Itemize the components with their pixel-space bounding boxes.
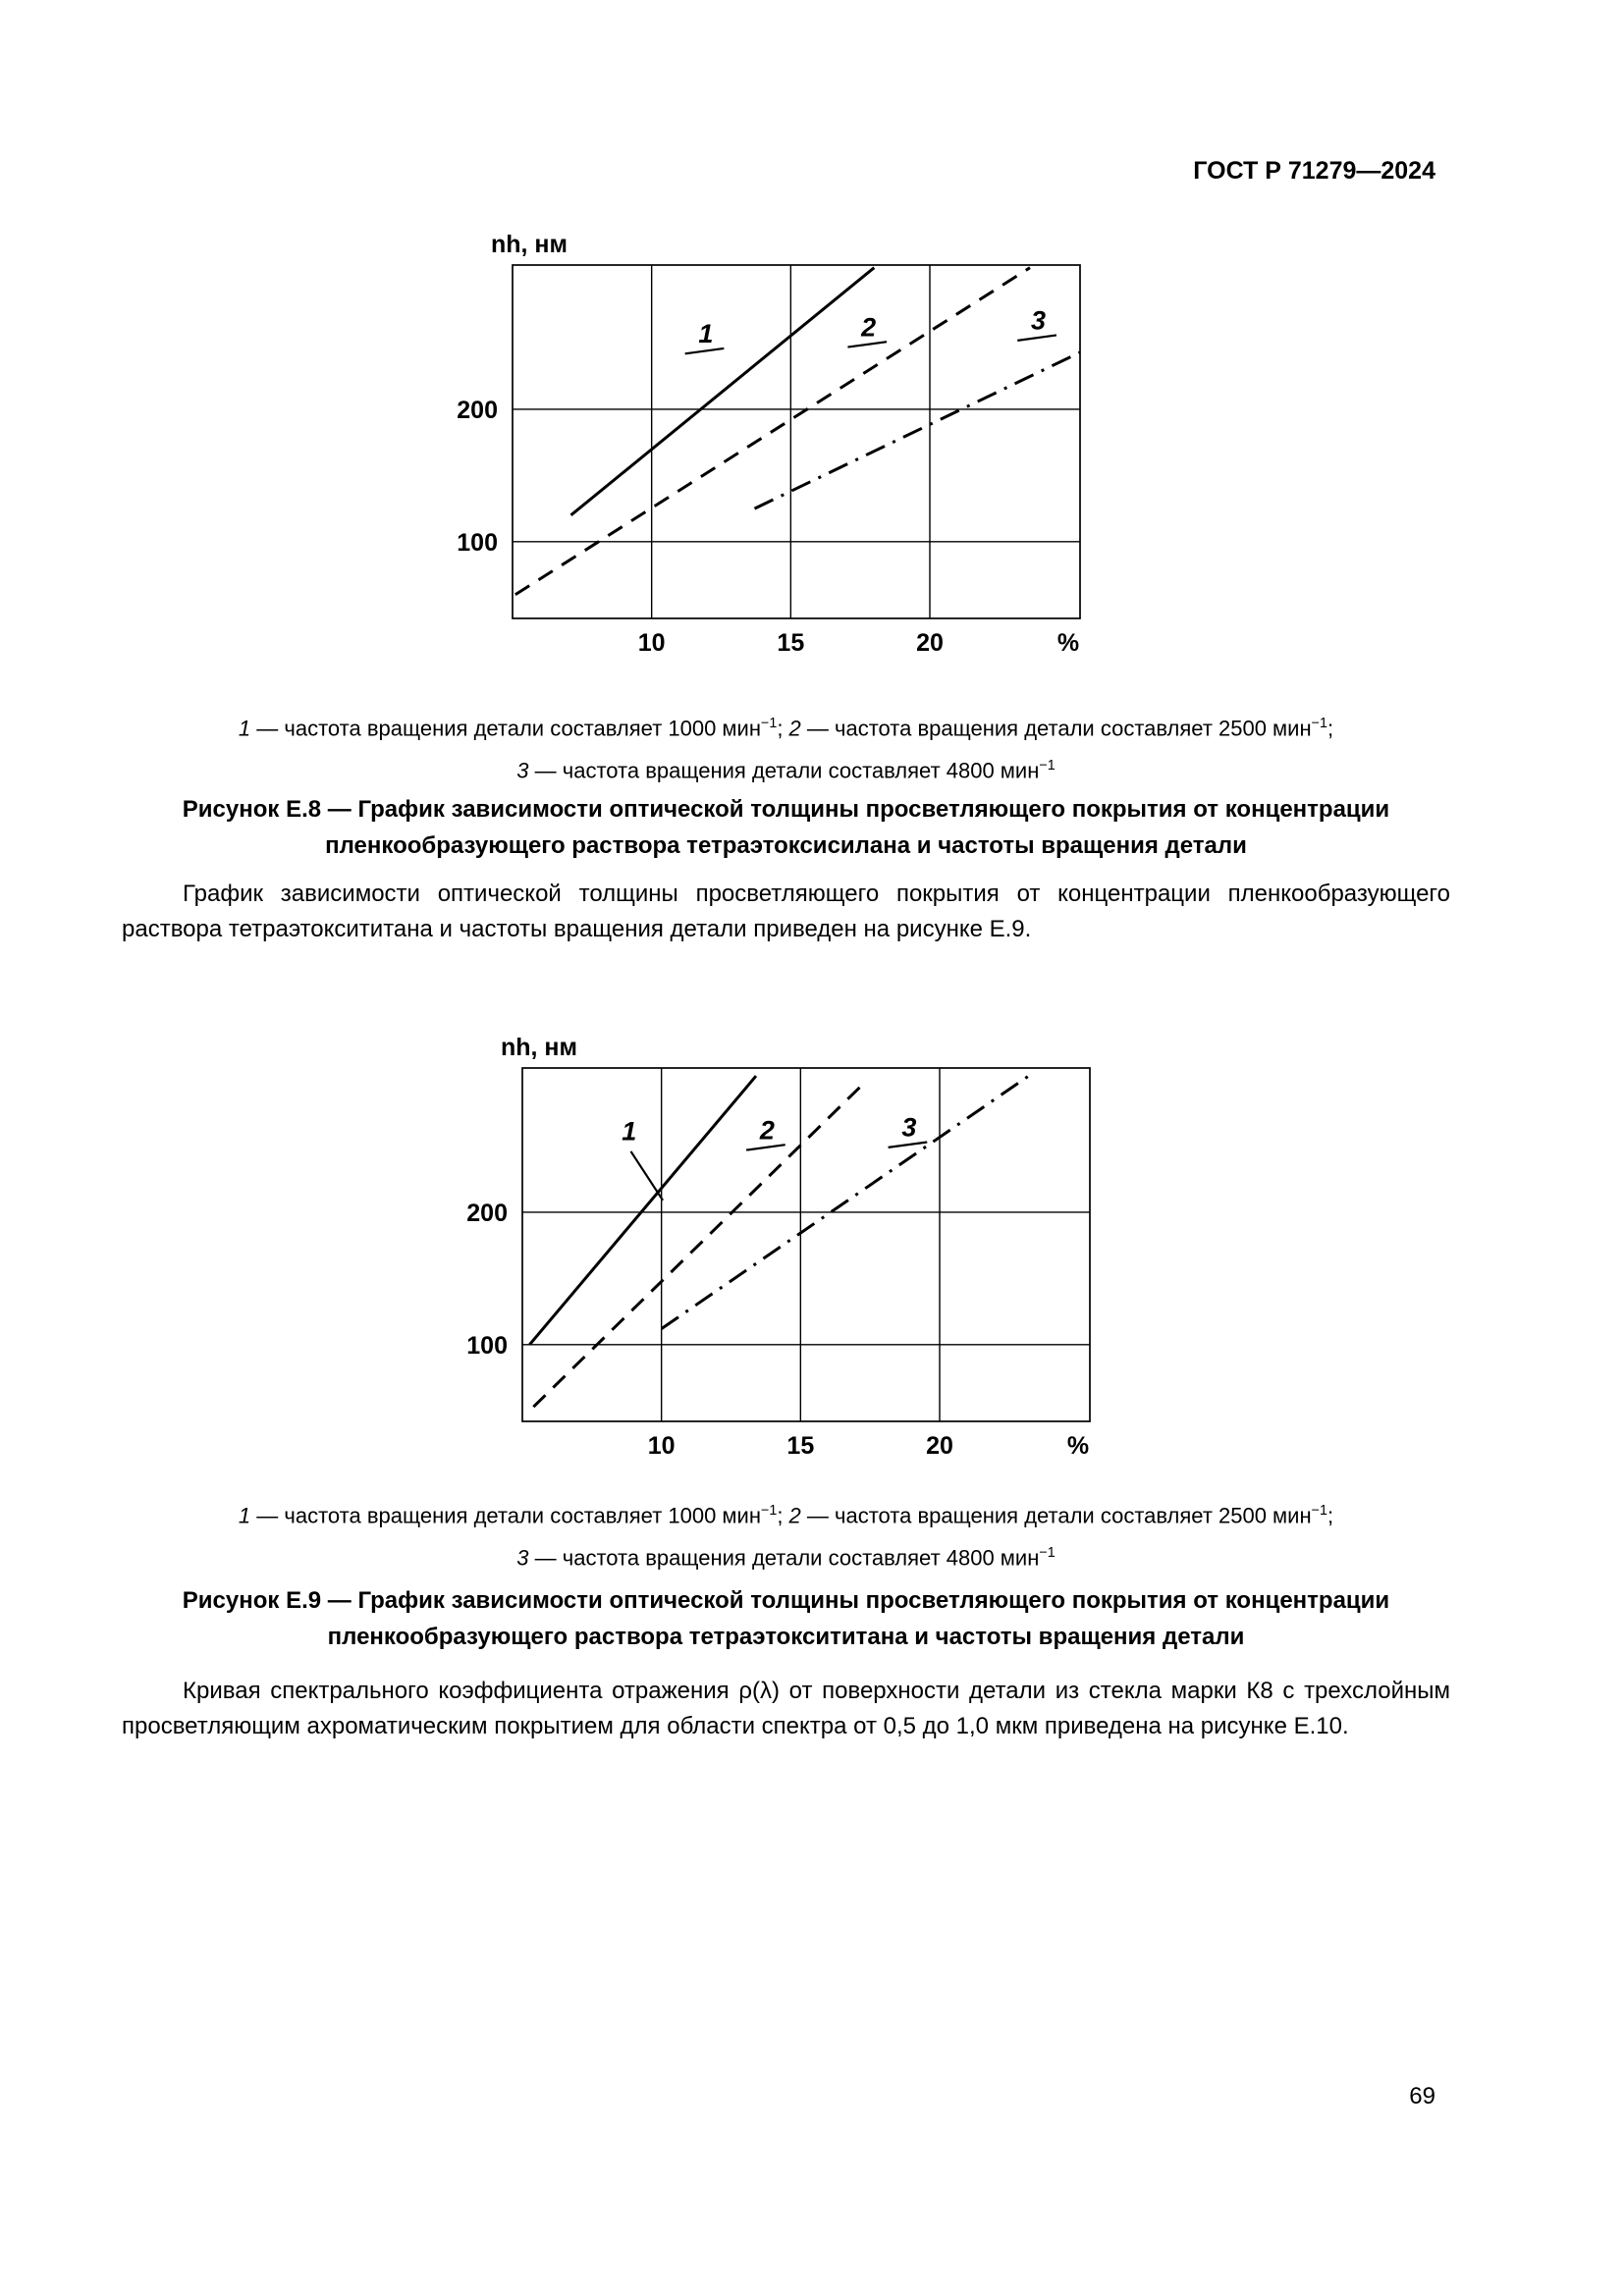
figure-e9-chart: [434, 1024, 1111, 1461]
plot-frame: [513, 265, 1080, 618]
page-number: 69: [1409, 2083, 1435, 2109]
figure-e8-title-text: Рисунок Е.8 — График зависимости оптической толщины просветляющего покрытия от концентрации пленкообразующего раствора тетраэтоксисилана и частоты вращения детали: [182, 796, 1390, 859]
caption-line: [122, 705, 1450, 747]
y-axis-label: nh, нм: [491, 231, 568, 258]
caption-text: — частота вращения детали составляет 4800 мин: [528, 1545, 1040, 1571]
curve-label-leader: [847, 342, 887, 347]
curve-label-leader: [889, 1143, 928, 1148]
series-line-3: [662, 1076, 1029, 1329]
caption-text: — частота вращения детали составляет 1000 мин: [250, 716, 761, 741]
curve-label-2: 2: [861, 312, 877, 343]
document-header: ГОСТ Р 71279—2024: [1193, 157, 1435, 185]
caption-line: [122, 747, 1450, 789]
caption-text: 2: [788, 1503, 801, 1528]
y-tick-label: 200: [466, 1199, 508, 1227]
x-tick-label: 10: [647, 1432, 676, 1460]
body-paragraph-2: Кривая спектрального коэффициента отражения ρ(λ) от поверхности детали из стекла марки К8 с трехслойным просветляющим ахроматическим покрытием для области спектра от 0,5 до 1,0 мкм приведена на рисунке Е.10.: [122, 1678, 1450, 1739]
superscript: −1: [1311, 716, 1327, 731]
caption-text: 2: [788, 716, 801, 741]
caption-text: — частота вращения детали составляет 2500 мин: [800, 716, 1312, 741]
caption-text: 1: [238, 1503, 251, 1528]
x-tick-label: 20: [926, 1432, 953, 1460]
plot-frame: [522, 1068, 1090, 1421]
superscript: −1: [1039, 758, 1056, 774]
curve-label-1: 1: [622, 1116, 637, 1147]
curve-label-3: 3: [1030, 305, 1047, 336]
caption-text: — частота вращения детали составляет 2500 мин: [800, 1503, 1312, 1528]
x-tick-label: 15: [777, 629, 805, 657]
body-paragraph-1: График зависимости оптической толщины просветляющего покрытия от концентрации пленкообразующего раствора тетраэтоксититана и частоты вращения детали приведен на рисунке Е.9.: [122, 881, 1450, 942]
caption-text: ;: [777, 1503, 789, 1528]
figure-e9-title: [122, 1582, 1450, 1655]
y-tick-label: 100: [466, 1331, 508, 1360]
curve-label-2: 2: [759, 1115, 775, 1146]
caption-text: ;: [777, 716, 789, 741]
x-axis-unit-label: %: [1066, 1432, 1090, 1460]
superscript: −1: [1039, 1545, 1056, 1562]
x-tick-label: 10: [637, 629, 666, 657]
caption-text: ;: [1326, 716, 1334, 741]
y-tick-label: 200: [457, 396, 498, 424]
series-line-3: [755, 352, 1081, 508]
caption-text: 3: [516, 1545, 529, 1571]
figure-e8-chart: [424, 221, 1102, 658]
figure-e8-title: [122, 791, 1450, 864]
superscript: −1: [761, 716, 778, 731]
y-tick-label: 100: [457, 528, 498, 557]
x-axis-unit-label: %: [1056, 629, 1080, 657]
curve-label-leader: [1017, 335, 1056, 340]
curve-label-leader: [685, 348, 725, 353]
figure-e8-caption: [122, 705, 1450, 790]
x-tick-label: 20: [916, 629, 944, 657]
superscript: −1: [1311, 1503, 1327, 1519]
caption-text: 3: [516, 758, 529, 783]
caption-text: — частота вращения детали составляет 4800 мин: [528, 758, 1040, 783]
series-line-1: [529, 1076, 756, 1345]
series-line-2: [533, 1080, 867, 1407]
curve-label-1: 1: [698, 319, 714, 349]
superscript: −1: [761, 1503, 778, 1519]
x-tick-label: 15: [786, 1432, 815, 1460]
caption-text: — частота вращения детали составляет 1000 мин: [250, 1503, 761, 1528]
caption-line: [122, 1492, 1450, 1534]
caption-text: ;: [1326, 1503, 1334, 1528]
series-line-1: [571, 268, 875, 515]
figure-e9-title-text: Рисунок Е.9 — График зависимости оптической толщины просветляющего покрытия от концентрации пленкообразующего раствора тетраэтоксититана и частоты вращения детали: [182, 1587, 1390, 1650]
caption-text: 1: [238, 716, 251, 741]
caption-line: [122, 1534, 1450, 1576]
figure-e9-caption: [122, 1492, 1450, 1577]
curve-label-leader: [746, 1145, 785, 1149]
curve-label-leader: [631, 1151, 664, 1201]
curve-label-3: 3: [901, 1112, 917, 1143]
y-axis-label: nh, нм: [501, 1034, 578, 1061]
series-line-2: [515, 268, 1030, 595]
